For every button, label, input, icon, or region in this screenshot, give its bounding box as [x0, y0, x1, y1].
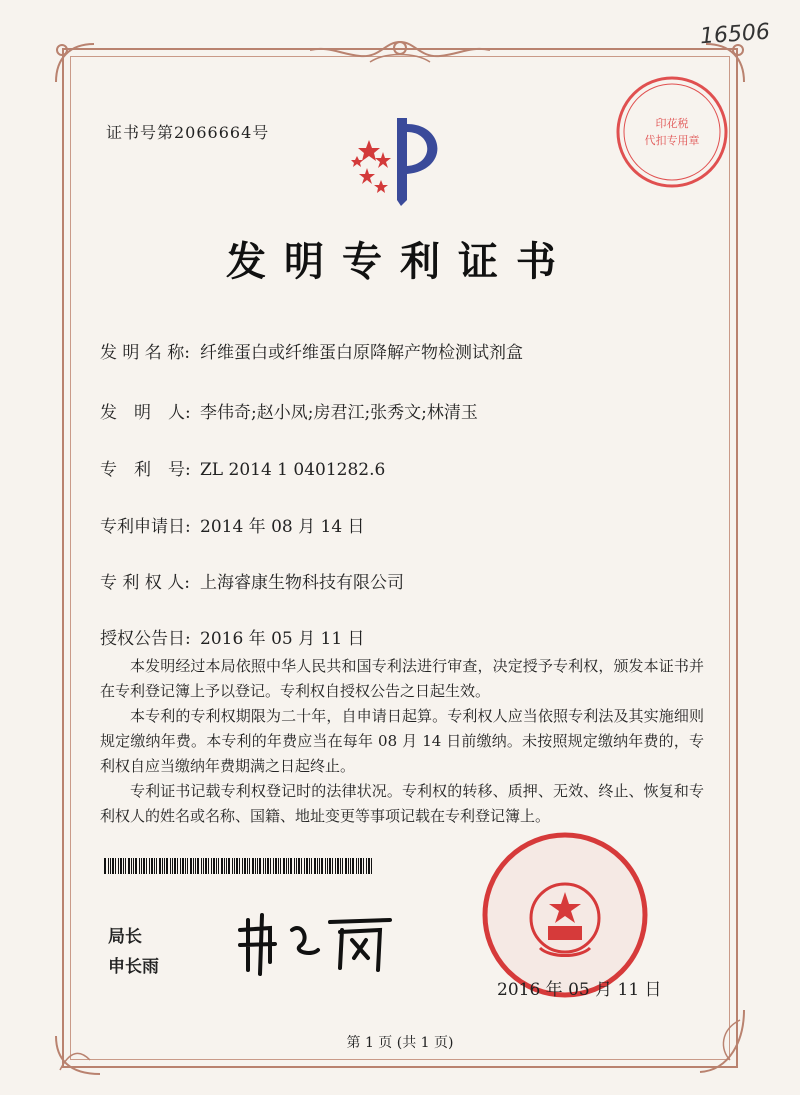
- field-label: 发 明 名 称:: [100, 343, 190, 363]
- top-ornament: [300, 38, 500, 68]
- field-inventors: [100, 398, 478, 423]
- field-value: ZL 2014 1 0401282.6: [200, 460, 386, 480]
- director-signature: [230, 900, 410, 980]
- director-title: 局长: [108, 927, 142, 947]
- svg-text:印花税: 印花税: [655, 117, 689, 130]
- barcode: [104, 858, 374, 874]
- handwritten-note: 16506: [699, 19, 771, 50]
- field-value: 上海睿康生物科技有限公司: [200, 573, 404, 593]
- field-patent-number: [100, 455, 385, 480]
- corner-ornament-tl: [50, 38, 100, 88]
- patent-office-logo: [345, 110, 455, 210]
- field-label: 发 明 人:: [100, 403, 191, 423]
- certificate-body: [100, 654, 704, 829]
- field-invention-name: [100, 338, 523, 363]
- field-label: 授权公告日:: [100, 629, 191, 649]
- field-value: 2014 年 08 月 14 日: [200, 517, 365, 537]
- body-paragraph: 本发明经过本局依照中华人民共和国专利法进行审查，决定授予专利权，颁发本证书并在专利登记簿上予以登记。专利权自授权公告之日起生效。: [100, 657, 704, 700]
- certificate-title: 发明专利证书: [226, 239, 574, 285]
- field-label: 专利申请日:: [100, 517, 191, 537]
- field-label: 专 利 权 人:: [100, 573, 190, 593]
- field-grant-date: [100, 624, 365, 649]
- body-paragraph: 专利证书记载专利权登记时的法律状况。专利权的转移、质押、无效、终止、恢复和专利权人的姓名或名称、国籍、地址变更等事项记载在专利登记簿上。: [100, 782, 704, 825]
- body-paragraph: 本专利的专利权期限为二十年，自申请日起算。专利权人应当依照专利法及其实施细则规定缴纳年费。本专利的年费应当在每年 08 月 14 日前缴纳。未按照规定缴纳年费的，专利权自应当缴纳年费期满之日起终止。: [100, 707, 704, 775]
- issue-date: 2016 年 05 月 11 日: [497, 980, 662, 1000]
- tax-stamp-seal: [612, 72, 732, 192]
- field-value: 2016 年 05 月 11 日: [200, 629, 365, 649]
- field-label: 专 利 号:: [100, 460, 191, 480]
- director-name: 申长雨: [108, 957, 159, 977]
- svg-text:代扣专用章: 代扣专用章: [644, 134, 700, 147]
- page-footer: 第 1 页 (共 1 页): [346, 1035, 454, 1051]
- field-patentee: [100, 568, 404, 593]
- field-value: 纤维蛋白或纤维蛋白原降解产物检测试剂盒: [200, 343, 523, 363]
- field-value: 李伟奇;赵小凤;房君江;张秀文;林清玉: [200, 403, 478, 423]
- field-application-date: [100, 512, 365, 537]
- certificate-number: 证书号第2066664号: [106, 123, 270, 142]
